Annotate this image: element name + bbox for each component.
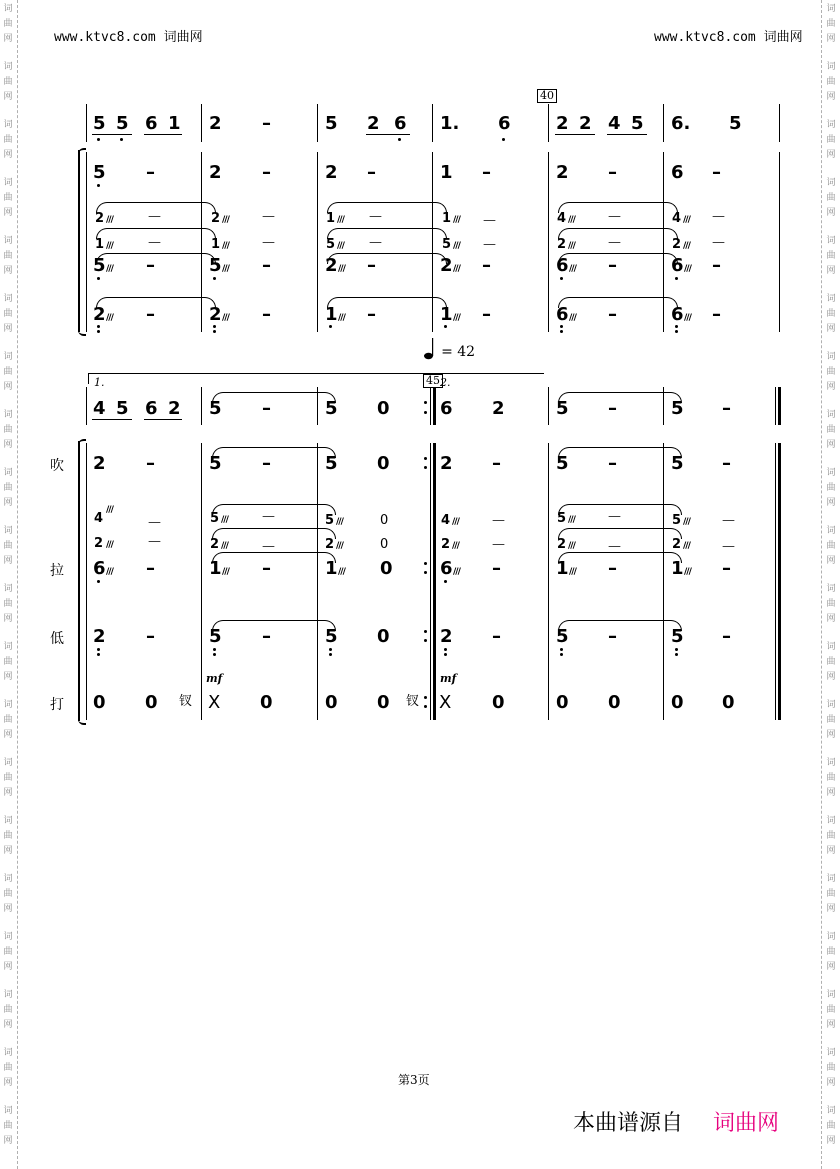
watermark-glyph: 词 <box>3 642 13 652</box>
watermark-glyph: 网 <box>826 498 836 508</box>
watermark-glyph: 词 <box>3 1048 13 1058</box>
watermark-glyph: 曲 <box>3 193 13 203</box>
watermark-glyph: 网 <box>3 440 13 450</box>
watermark-glyph: 曲 <box>826 1121 836 1131</box>
watermark-glyph: 网 <box>3 382 13 392</box>
watermark-glyph: 词 <box>826 874 836 884</box>
watermark-glyph: 曲 <box>826 367 836 377</box>
source-credit <box>573 1106 779 1137</box>
watermark-glyph: 词 <box>826 758 836 768</box>
watermark-glyph: 曲 <box>826 77 836 87</box>
watermark-glyph: 词 <box>826 526 836 536</box>
watermark-glyph: 词 <box>826 700 836 710</box>
dynamic-mf-1: mf <box>206 672 223 685</box>
quarter-note-icon <box>424 338 436 360</box>
watermark-glyph: 网 <box>826 150 836 160</box>
watermark-glyph: 曲 <box>3 251 13 261</box>
watermark-glyph: 网 <box>826 614 836 624</box>
watermark-glyph: 词 <box>826 584 836 594</box>
watermark-glyph: 词 <box>826 178 836 188</box>
watermark-glyph: 网 <box>3 266 13 276</box>
watermark-glyph: 曲 <box>826 1063 836 1073</box>
watermark-glyph: 网 <box>826 440 836 450</box>
watermark-glyph: 词 <box>3 700 13 710</box>
watermark-glyph: 曲 <box>3 19 13 29</box>
watermark-glyph: 网 <box>826 382 836 392</box>
watermark-glyph: 词 <box>826 816 836 826</box>
watermark-glyph: 词 <box>3 410 13 420</box>
watermark-glyph: 网 <box>3 208 13 218</box>
label-low: 低 <box>50 631 64 647</box>
watermark-glyph: 网 <box>826 904 836 914</box>
watermark-glyph: 词 <box>3 932 13 942</box>
left-watermark-strip <box>0 0 18 1169</box>
watermark-glyph: 网 <box>3 730 13 740</box>
watermark-glyph: 词 <box>3 236 13 246</box>
watermark-glyph: 词 <box>826 352 836 362</box>
watermark-glyph: 曲 <box>826 541 836 551</box>
watermark-glyph: 词 <box>826 642 836 652</box>
watermark-glyph: 曲 <box>3 135 13 145</box>
header-right-site[interactable]: www.ktvc8.com 词曲网 <box>654 30 803 45</box>
watermark-glyph: 曲 <box>3 657 13 667</box>
watermark-glyph: 网 <box>3 1078 13 1088</box>
watermark-glyph: 词 <box>826 1048 836 1058</box>
tempo-marking: = 42 <box>424 338 475 360</box>
watermark-glyph: 曲 <box>826 889 836 899</box>
source-prefix: 本曲谱源自 <box>573 1111 684 1136</box>
label-strings: 拉 <box>50 563 64 579</box>
label-perc: 打 <box>50 697 64 713</box>
watermark-glyph: 曲 <box>826 715 836 725</box>
watermark-glyph: 网 <box>3 1136 13 1146</box>
watermark-glyph: 网 <box>826 1078 836 1088</box>
watermark-glyph: 词 <box>3 758 13 768</box>
watermark-glyph: 网 <box>826 672 836 682</box>
watermark-glyph: 网 <box>826 730 836 740</box>
watermark-glyph: 曲 <box>3 715 13 725</box>
watermark-glyph: 曲 <box>826 657 836 667</box>
watermark-glyph: 词 <box>3 874 13 884</box>
watermark-glyph: 曲 <box>826 773 836 783</box>
watermark-glyph: 词 <box>826 4 836 14</box>
right-watermark-strip <box>820 0 838 1169</box>
source-brand-link[interactable]: 词曲网 <box>713 1111 780 1136</box>
watermark-glyph: 网 <box>826 208 836 218</box>
watermark-glyph: 曲 <box>3 599 13 609</box>
watermark-glyph: 词 <box>826 236 836 246</box>
watermark-glyph: 网 <box>826 92 836 102</box>
page-number: 第3页 <box>398 1073 430 1087</box>
watermark-glyph: 网 <box>3 962 13 972</box>
watermark-glyph: 曲 <box>3 483 13 493</box>
watermark-glyph: 网 <box>826 556 836 566</box>
watermark-glyph: 网 <box>826 324 836 334</box>
perc-word-2: 钗 <box>406 694 420 709</box>
watermark-glyph: 曲 <box>826 831 836 841</box>
watermark-glyph: 网 <box>3 672 13 682</box>
watermark-glyph: 网 <box>3 498 13 508</box>
watermark-glyph: 网 <box>826 1020 836 1030</box>
watermark-glyph: 曲 <box>826 483 836 493</box>
watermark-glyph: 词 <box>3 4 13 14</box>
watermark-glyph: 网 <box>826 34 836 44</box>
watermark-glyph: 曲 <box>3 773 13 783</box>
watermark-glyph: 网 <box>826 962 836 972</box>
watermark-glyph: 网 <box>826 788 836 798</box>
watermark-glyph: 曲 <box>3 1005 13 1015</box>
watermark-glyph: 曲 <box>3 831 13 841</box>
watermark-glyph: 网 <box>3 614 13 624</box>
dynamic-mf-2: mf <box>440 672 457 685</box>
watermark-glyph: 网 <box>3 556 13 566</box>
watermark-glyph: 网 <box>826 1136 836 1146</box>
watermark-glyph: 网 <box>826 266 836 276</box>
watermark-glyph: 曲 <box>3 309 13 319</box>
watermark-glyph: 词 <box>3 816 13 826</box>
watermark-glyph: 词 <box>3 62 13 72</box>
watermark-glyph: 曲 <box>3 889 13 899</box>
watermark-glyph: 网 <box>3 324 13 334</box>
label-wind: 吹 <box>50 458 64 474</box>
watermark-glyph: 网 <box>3 846 13 856</box>
watermark-glyph: 词 <box>826 1106 836 1116</box>
watermark-glyph: 曲 <box>826 947 836 957</box>
watermark-glyph: 网 <box>3 150 13 160</box>
watermark-glyph: 词 <box>3 178 13 188</box>
watermark-glyph: 曲 <box>826 425 836 435</box>
watermark-glyph: 曲 <box>826 19 836 29</box>
volta-2-label: 2. <box>440 376 451 389</box>
watermark-glyph: 曲 <box>826 251 836 261</box>
watermark-glyph: 网 <box>3 1020 13 1030</box>
watermark-glyph: 曲 <box>826 193 836 203</box>
watermark-glyph: 网 <box>826 846 836 856</box>
watermark-glyph: 词 <box>3 526 13 536</box>
watermark-glyph: 曲 <box>3 77 13 87</box>
watermark-glyph: 曲 <box>826 135 836 145</box>
watermark-glyph: 曲 <box>826 1005 836 1015</box>
perc-word-1: 钗 <box>179 694 193 709</box>
watermark-glyph: 词 <box>826 120 836 130</box>
watermark-glyph: 词 <box>826 410 836 420</box>
watermark-glyph: 曲 <box>826 599 836 609</box>
watermark-glyph: 曲 <box>3 541 13 551</box>
watermark-glyph: 词 <box>3 468 13 478</box>
watermark-glyph: 词 <box>3 294 13 304</box>
watermark-glyph: 网 <box>3 904 13 914</box>
watermark-glyph: 曲 <box>3 1121 13 1131</box>
watermark-glyph: 词 <box>826 932 836 942</box>
header-left-site[interactable]: www.ktvc8.com 词曲网 <box>54 30 203 45</box>
watermark-glyph: 词 <box>826 62 836 72</box>
watermark-glyph: 词 <box>3 990 13 1000</box>
watermark-glyph: 网 <box>3 92 13 102</box>
watermark-glyph: 曲 <box>3 367 13 377</box>
measure-number-45: 45 <box>423 374 443 388</box>
watermark-glyph: 曲 <box>3 947 13 957</box>
watermark-glyph: 词 <box>826 468 836 478</box>
watermark-glyph: 曲 <box>3 425 13 435</box>
watermark-glyph: 曲 <box>826 309 836 319</box>
watermark-glyph: 词 <box>826 990 836 1000</box>
watermark-glyph: 曲 <box>3 1063 13 1073</box>
watermark-glyph: 网 <box>3 34 13 44</box>
watermark-glyph: 词 <box>826 294 836 304</box>
volta-1-bracket <box>88 373 544 384</box>
watermark-glyph: 网 <box>3 788 13 798</box>
watermark-glyph: 词 <box>3 1106 13 1116</box>
measure-number-40: 40 <box>537 89 557 103</box>
watermark-glyph: 词 <box>3 352 13 362</box>
watermark-glyph: 词 <box>3 120 13 130</box>
volta-1-label: 1. <box>94 376 105 389</box>
watermark-glyph: 词 <box>3 584 13 594</box>
